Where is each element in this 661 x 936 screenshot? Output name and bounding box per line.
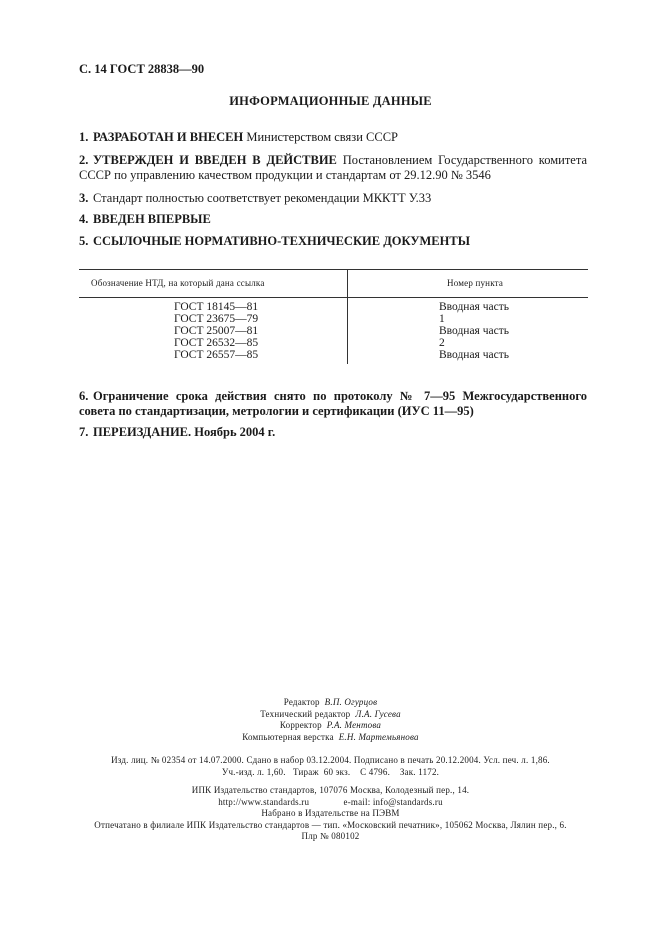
credit-role: Компьютерная верстка — [242, 731, 334, 742]
credit-line — [0, 709, 661, 721]
item-text-lead: УТВЕРЖДЕН И ВВЕДЕН В ДЕЙСТВИЕ — [93, 153, 337, 167]
item-text-rest: Министерством связи СССР — [246, 130, 398, 144]
page-header: С. 14 ГОСТ 28838—90 — [79, 62, 205, 76]
publisher-block — [0, 785, 661, 843]
credit-name: Е.Н. Мартемьянова — [338, 731, 419, 742]
publisher-line: Набрано в Издательстве на ПЭВМ — [261, 808, 400, 818]
item-number: 6. — [79, 389, 89, 403]
credit-role: Технический редактор — [260, 708, 351, 719]
table-header-rule — [79, 297, 588, 298]
credit-name: В.П. Огурцов — [324, 697, 378, 707]
table-cell-clause: Вводная часть — [439, 349, 509, 361]
imprint-line: Изд. лиц. № 02354 от 14.07.2000. Сдано в набор 03.12.2004. Подписано в печать 20.12.2004. Усл. печ. л. 1,86. — [111, 755, 550, 765]
table-cell-document: ГОСТ 25007—81 — [174, 325, 259, 337]
list-item — [79, 130, 398, 145]
table-cell-document: ГОСТ 23675—79 — [174, 313, 259, 325]
item-text: Ограничение срока действия снято по протоколу № 7—95 Межгосударственного совета по стандартизации, метрологии и сертификации (ИУС 11—95) — [79, 389, 587, 418]
item-number: 5. — [79, 234, 89, 248]
table-cell-clause: 1 — [439, 313, 445, 325]
imprint-block — [0, 755, 661, 778]
list-item — [79, 153, 587, 183]
item-number: 2. — [79, 153, 89, 167]
table-cell-document: ГОСТ 26557—85 — [174, 349, 259, 361]
item-number: 3. — [79, 191, 89, 205]
table-top-rule — [79, 269, 588, 270]
item-number: 4. — [79, 212, 89, 226]
credits-block — [0, 697, 661, 743]
list-item — [79, 389, 587, 419]
table-cell-clause: Вводная часть — [439, 301, 509, 313]
publisher-web-line: http://www.standards.ru e-mail: info@standards.ru — [218, 796, 443, 807]
item-text-rest: Постановлением Государственного комитета СССР по управлению качеством продукции и стандартам от 29.12.90 № 3546 — [79, 153, 587, 182]
table-header-document: Обозначение НТД, на который дана ссылка — [91, 278, 265, 288]
credit-line — [0, 697, 661, 709]
list-item — [79, 234, 470, 249]
item-number: 7. — [79, 425, 89, 439]
credit-role: Редактор — [283, 697, 320, 707]
credit-name: Л.А. Гусева — [355, 708, 401, 719]
table-header-clause: Номер пункта — [447, 278, 504, 288]
table-cell-clause: Вводная часть — [439, 325, 509, 337]
list-item — [79, 425, 275, 440]
credit-name: Р.А. Ментова — [326, 720, 382, 730]
table-cell-clause: 2 — [439, 337, 445, 349]
credit-line — [0, 720, 661, 732]
page-title: ИНФОРМАЦИОННЫЕ ДАННЫЕ — [229, 94, 432, 108]
item-text: РАЗРАБОТАН И ВНЕСЕН — [93, 130, 244, 144]
item-number: 1. — [79, 130, 89, 144]
imprint-line: Уч.-изд. л. 1,60. Тираж 60 экз. С 4796. Зак. 1172. — [221, 766, 440, 777]
list-item — [79, 191, 431, 206]
item-text: ПЕРЕИЗДАНИЕ. Ноябрь 2004 г. — [93, 425, 276, 439]
credit-line — [0, 732, 661, 744]
item-text: ССЫЛОЧНЫЕ НОРМАТИВНО-ТЕХНИЧЕСКИЕ ДОКУМЕНТЫ — [93, 234, 470, 248]
item-text: Стандарт полностью соответствует рекомендации МККТТ У.33 — [93, 191, 432, 205]
publisher-line: Отпечатано в филиале ИПК Издательство стандартов — тип. «Московский печатник», 105062 Москва, Лялин пер., 6. — [94, 819, 567, 830]
credit-role: Корректор — [279, 720, 322, 730]
publisher-line: ИПК Издательство стандартов, 107076 Москва, Колодезный пер., 14. — [191, 785, 470, 795]
table-column-divider — [347, 269, 348, 364]
table-cell-document: ГОСТ 18145—81 — [174, 301, 259, 313]
list-item — [79, 212, 211, 227]
item-text: ВВЕДЕН ВПЕРВЫЕ — [93, 212, 211, 226]
table-cell-document: ГОСТ 26532—85 — [174, 337, 259, 349]
publisher-line: Плр № 080102 — [301, 831, 360, 841]
